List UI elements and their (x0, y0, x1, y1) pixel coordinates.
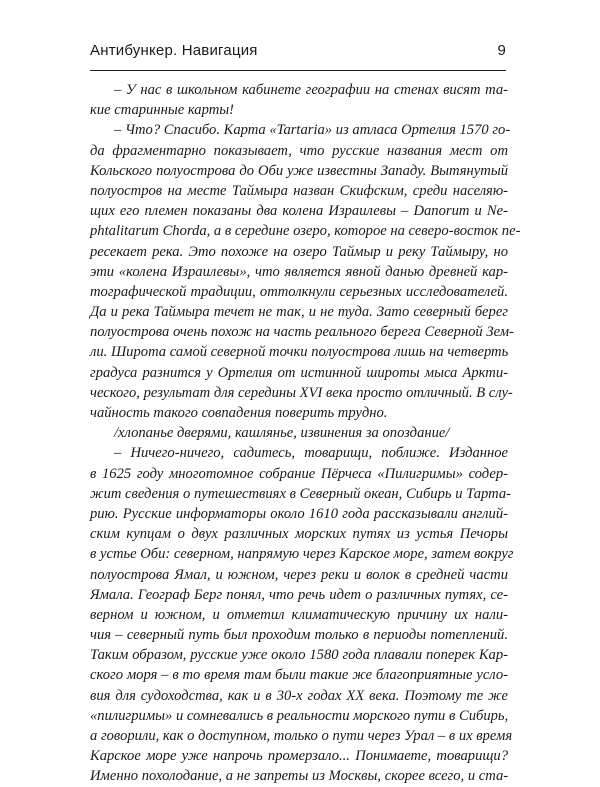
text-line: phtalitarum Chorda, а в середине озеро, которое на северо-восток пе- (90, 223, 521, 240)
text-line: Да и река Таймыра течет не так, и не туда. Зато северный берег (90, 304, 508, 321)
text-line: ского моря – в то время там были такие же благоприятные усло- (90, 667, 508, 684)
text-line: ческого, результат для середины XVI века просто отличный. В слу- (90, 384, 513, 401)
text-line: тографической традиции, оттолкнули серьезных исследователей. (90, 283, 508, 300)
text-line: – Что? Спасибо. Карта «Tartaria» из атласа Ортелия 1570 го- (114, 122, 511, 139)
text-line: верном и южном, и отметил климатическую причину их нали- (90, 606, 508, 623)
page-header (90, 42, 506, 64)
text-line: «пилигримы» и сомневались в реальности морского пути в Сибирь, (90, 707, 509, 724)
text-line: Ямала. Географ Берг понял, что речь идет о различных путях, се- (90, 586, 508, 603)
text-line: Карское море уже напрочь промерзало... Понимаете, товарищи? (90, 748, 508, 765)
text-line: щих его племен показаны два колена Израилевы – Danorum и Ne- (90, 203, 508, 220)
text-line: – У нас в школьном кабинете географии на стенах висят та- (114, 82, 508, 98)
text-line: ским купцам о двух различных морских путях из устья Печоры (90, 526, 508, 543)
text-line: чия – северный путь был проходим только в периоды потеплений. (90, 627, 508, 644)
running-title: Антибункер. Навигация (90, 42, 258, 59)
text-line: Таким образом, русские уже около 1580 года плавали поперек Кар- (90, 647, 508, 664)
text-line: полуостров на месте Таймыра назван Скифским, среди населяю- (90, 182, 508, 199)
text-line: полуострова Ямал, и южном, через реки и волок в средней части (90, 566, 508, 583)
text-line: /хлопанье дверями, кашлянье, извинения за опоздание/ (114, 425, 450, 442)
text-line: вия для судоходства, как и в 30-х годах XX века. Поэтому те же (90, 687, 508, 704)
text-line: в устье Оби: северном, напрямую через Карское море, затем вокруг (90, 546, 514, 563)
text-line: ли. Широта самой северной точки полуострова лишь на четверть (90, 344, 509, 361)
text-line: Кольского полуострова до Оби уже известны Западу. Вытянутый (90, 162, 508, 179)
text-line: рию. Русские информаторы около 1610 года рассказывали англий- (90, 505, 508, 522)
text-line: – Ничего-ничего, садитесь, товарищи, поближе. Изданное (114, 445, 508, 462)
text-line: полуострова очень похож на часть реального берега Северной Зем- (90, 324, 514, 341)
text-line: ресекает река. Это похоже на озеро Таймыр и реку Таймыру, но (90, 243, 508, 260)
text-line: а говорили, как о доступном, только о пути через Урал – в их время (90, 728, 513, 744)
text-line: Именно похолодание, а не запреты из Москвы, скорее всего, и ста- (90, 768, 509, 785)
text-line: эти «колена Израилевы», что является явной данью древней кар- (90, 263, 508, 280)
text-line: в 1625 году многотомное собрание Пёрчеса «Пилигримы» содер- (90, 465, 508, 482)
text-line: чайность такого совпадения поверить трудно. (90, 405, 388, 421)
text-line: кие старинные карты! (90, 102, 234, 119)
text-line: жит сведения о путешествиях в Северный океан, Сибирь и Тарта- (90, 485, 512, 502)
body-text (90, 80, 521, 787)
text-line: градуса разнится у Ортелия от истинной широты мыса Аркти- (90, 364, 508, 381)
text-line: да фрагментарно показывает, что русские названия мест от (90, 142, 508, 159)
header-rule (90, 70, 506, 71)
page-number: 9 (497, 42, 506, 59)
